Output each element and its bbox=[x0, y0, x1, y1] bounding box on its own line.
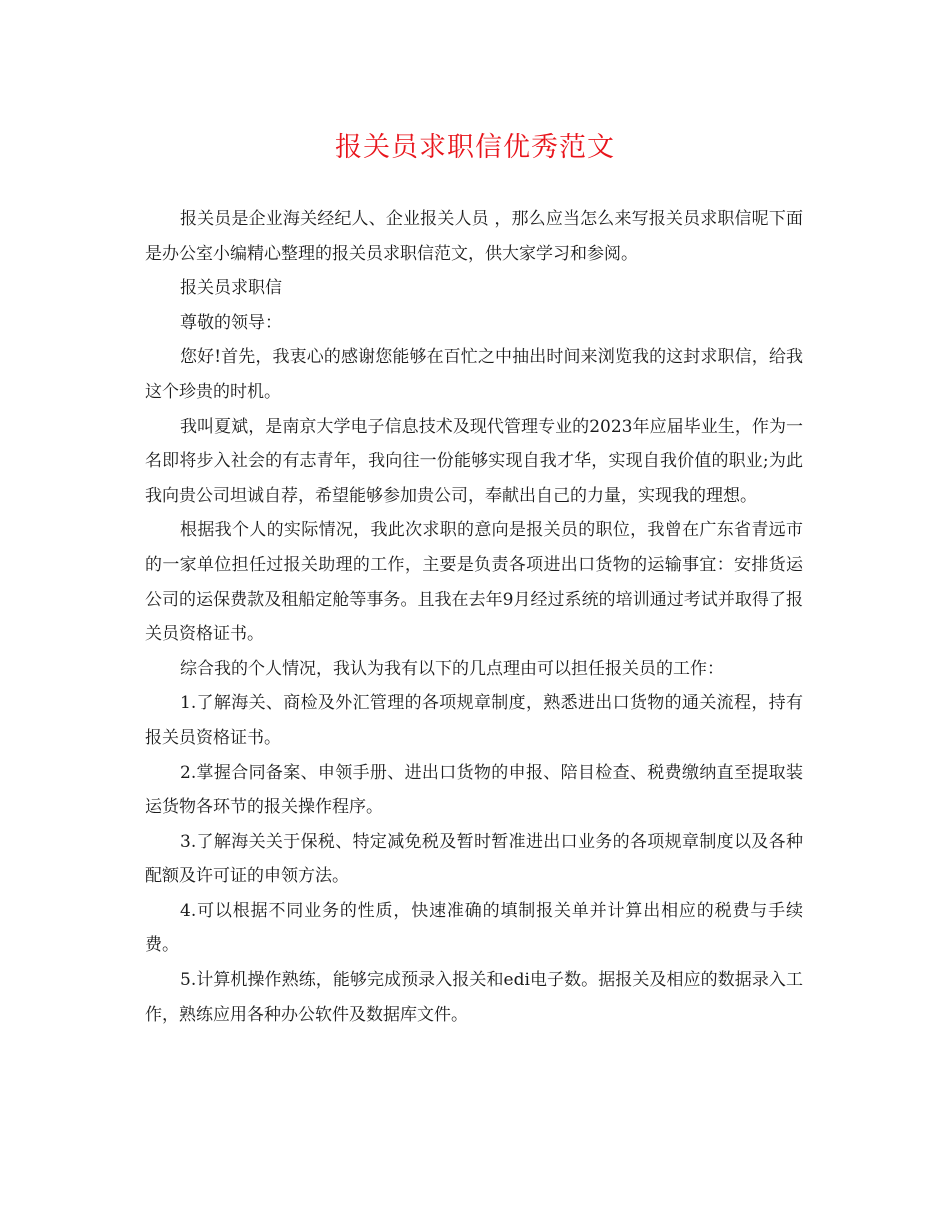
paragraph-reason-2: 2.掌握合同备案、申领手册、进出口货物的申报、陪目检查、税费缴纳直至提取装运货物各环节的报关操作程序。 bbox=[145, 762, 803, 818]
paragraph-intro: 报关员是企业海关经纪人、企业报关人员 ，那么应当怎么来写报关员求职信呢下面是办公室小编精心整理的报关员求职信范文，供大家学习和参阅。 bbox=[145, 209, 803, 264]
paragraph-salutation: 尊敬的领导： bbox=[180, 312, 282, 333]
paragraph-reason-1: 1.了解海关、商检及外汇管理的各项规章制度，熟悉进出口货物的通关流程，持有报关员资格证书。 bbox=[145, 693, 803, 748]
paragraph-reason-4: 4.可以根据不同业务的性质，快速准确的填制报关单并计算出相应的税费与手续费。 bbox=[145, 900, 803, 956]
document-body bbox=[145, 202, 803, 1032]
paragraph-reasons-intro: 综合我的个人情况，我认为我有以下的几点理由可以担任报关员的工作： bbox=[180, 658, 724, 679]
paragraph-self-intro: 我叫夏斌，是南京大学电子信息技术及现代管理专业的2023年应届毕业生，作为一名即将步入社会的有志青年，我向往一份能够实现自我才华，实现自我价值的职业;为此我向贵公司坦诚自荐，希望能够参加贵公司，奉献出自己的力量，实现我的理想。 bbox=[145, 416, 803, 506]
paragraph-reason-3: 3.了解海关关于保税、特定减免税及暂时暂准进出口业务的各项规章制度以及各种配额及许可证的申领方法。 bbox=[145, 831, 803, 887]
paragraph-greeting: 您好!首先，我衷心的感谢您能够在百忙之中抽出时间来浏览我的这封求职信，给我这个珍贵的时机。 bbox=[145, 347, 803, 402]
paragraph-heading: 报关员求职信 bbox=[180, 278, 282, 299]
paragraph-experience: 根据我个人的实际情况，我此次求职的意向是报关员的职位，我曾在广东省青远市的一家单位担任过报关助理的工作，主要是负责各项进出口货物的运输事宜：安排货运公司的运保费款及租船定舱等事务。且我在去年9月经过系统的培训通过考试并取得了报关员资格证书。 bbox=[145, 520, 803, 645]
document-title: 报关员求职信优秀范文 bbox=[335, 132, 615, 163]
paragraph-reason-5: 5.计算机操作熟练，能够完成预录入报关和edi电子数。据报关及相应的数据录入工作，熟练应用各种办公软件及数据库文件。 bbox=[145, 970, 803, 1025]
